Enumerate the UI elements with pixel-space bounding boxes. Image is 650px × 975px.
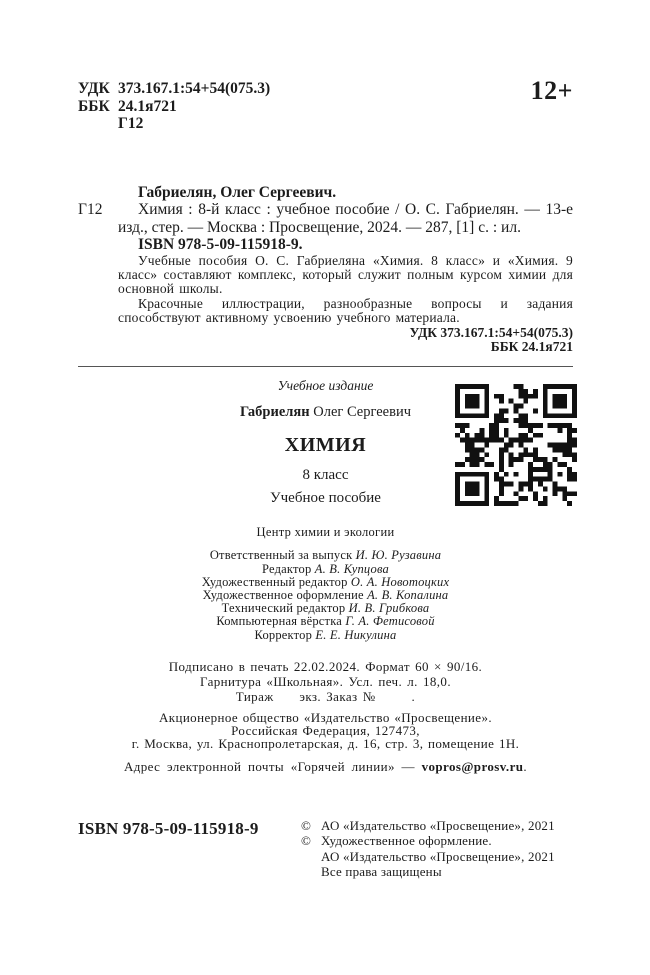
publishing-center: Центр химии и экологии [256, 525, 395, 540]
credit-name: И. В. Грибкова [348, 601, 430, 616]
copyright-block [301, 818, 573, 880]
copyright-sign: © [301, 818, 312, 833]
credit-role: Технический редактор [221, 601, 349, 616]
credit-role: Компьютерная вёрстка [216, 614, 346, 629]
copyright-row [301, 849, 573, 864]
page-content [78, 0, 573, 775]
bibliographic-record [78, 183, 573, 355]
publisher-line: г. Москва, ул. Краснопролетарская, д. 16, стр. 3, помещение 1Н. [131, 735, 520, 751]
book-grade: 8 класс [302, 467, 349, 484]
imprint-line: Тираж экз. Заказ № . [235, 688, 416, 704]
credit-role: Художественное оформление [202, 587, 368, 602]
print-imprint [78, 659, 573, 704]
edition-block [78, 378, 573, 641]
copyright-text: Художественное оформление. [321, 833, 492, 849]
udk-number: 373.167.1:54+54(075.3) [118, 80, 271, 97]
copyright-row [301, 833, 573, 848]
publisher-line: Российская Федерация, 127473, [231, 722, 420, 738]
credit-role: Художественный редактор [201, 574, 351, 589]
book-title: ХИМИЯ [284, 434, 367, 457]
hotline-email-prefix: Адрес электронной почты «Горячей линии» — [123, 759, 422, 775]
copyright-row [301, 818, 573, 833]
copyright-row [301, 864, 573, 879]
credit-role: Редактор [262, 561, 315, 576]
imprint-line: Гарнитура «Школьная». Усл. печ. л. 18,0. [200, 673, 451, 689]
edition-author-surname: Габриелян [239, 404, 310, 421]
copyright-text: АО «Издательство «Просвещение», 2021 [321, 818, 555, 833]
copyright-text: Все права защищены [321, 864, 442, 880]
credit-role: Ответственный за выпуск [209, 548, 356, 563]
abstract-paragraph-1: Учебные пособия О. С. Габриеляна «Химия. 8 класс» и «Химия. 9 класс» составляют комплекс, который служит полным курсом химии для основной школы. [118, 252, 573, 297]
abstract-paragraph-2: Красочные иллюстрации, разнообразные вопросы и задания способствуют активному усвоению учебного материала. [118, 295, 573, 326]
section-divider [78, 366, 573, 367]
publisher-address [78, 709, 573, 751]
margin-author-sign: Г12 [78, 201, 103, 218]
credit-row [78, 629, 573, 642]
credit-name: И. Ю. Рузавина [355, 548, 442, 563]
credit-name: А. В. Купцова [314, 561, 389, 576]
credit-name: Г. А. Фетисовой [345, 614, 435, 629]
edition-author-name: Олег Сергеевич [309, 404, 412, 421]
udk-row [78, 80, 573, 98]
copyright-text: АО «Издательство «Просвещение», 2021 [321, 848, 555, 864]
udk-label: УДК [78, 80, 110, 97]
credit-name: А. В. Копалина [367, 587, 449, 602]
catalog-codes [78, 80, 573, 133]
udk-right: УДК 373.167.1:54+54(075.3) [409, 324, 573, 340]
footer [78, 818, 573, 880]
credit-role: Корректор [254, 627, 316, 642]
age-rating-badge: 12+ [530, 76, 573, 105]
copyright-sign [301, 849, 321, 864]
bbk-row [78, 98, 573, 116]
credits-list [78, 549, 573, 641]
imprint-line: Подписано в печать 22.02.2024. Формат 60 × 90/16. [168, 658, 483, 674]
edition-kind: Учебное издание [277, 378, 374, 394]
book-subtitle: Учебное пособие [270, 490, 381, 507]
hotline-email-address: vopros@prosv.ru [421, 759, 524, 775]
copyright-sign [301, 864, 321, 879]
author-sign-code: Г12 [118, 115, 144, 132]
record-author: Габриелян, Олег Сергеевич. [138, 183, 337, 201]
qr-code-icon [455, 384, 577, 506]
credit-name: О. А. Новотоцких [350, 574, 450, 589]
copyright-sign: © [301, 833, 312, 849]
record-description: Химия : 8-й класс : учебное пособие / О. С. Габриелян. — 13-е изд., стер. — Москва : Просвещение, 2024. — 287, [1] с. : ил. [118, 201, 573, 236]
credit-name: Е. Е. Никулина [315, 627, 397, 642]
footer-isbn: ISBN 978-5-09-115918-9 [78, 819, 259, 838]
bbk-number: 24.1я721 [118, 97, 177, 115]
hotline-email-line [78, 759, 573, 775]
bbk-label: ББК [78, 97, 110, 115]
record-isbn: ISBN 978-5-09-115918-9. [138, 236, 303, 253]
publisher-line: Акционерное общество «Издательство «Просвещение». [158, 709, 493, 725]
hotline-email-suffix: . [523, 759, 528, 775]
bbk-right: ББК 24.1я721 [490, 338, 573, 354]
